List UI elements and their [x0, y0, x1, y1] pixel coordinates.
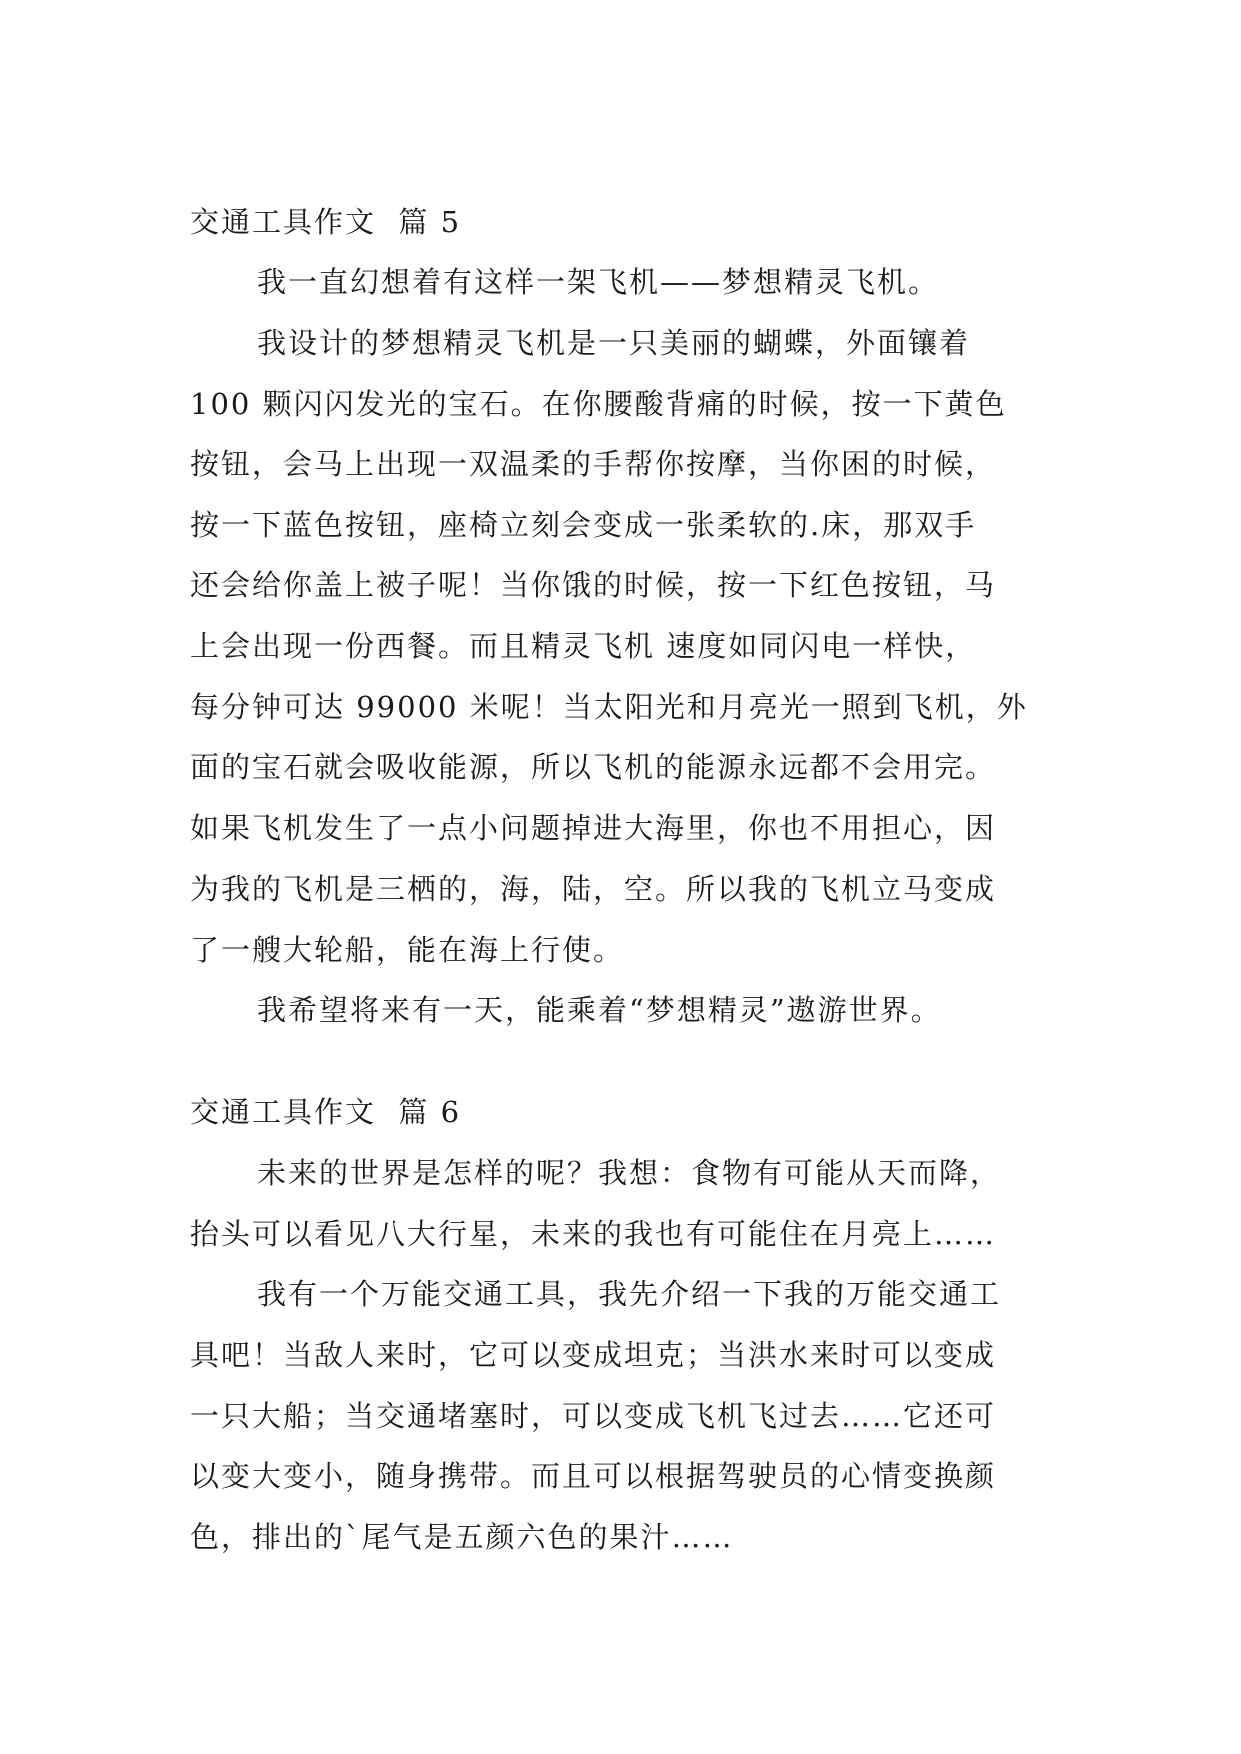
paragraph-line: 抬头可以看见八大行星，未来的我也有可能住在月亮上…… — [190, 1217, 997, 1251]
paragraph-line: 我希望将来有一天，能乘着“梦想精灵”遨游世界。 — [257, 993, 942, 1027]
paragraph-line: 还会给你盖上被子呢！当你饿的时候，按一下红色按钮，马 — [190, 568, 997, 602]
paragraph-line: 了一艘大轮船，能在海上行使。 — [190, 933, 625, 967]
paragraph-line: 为我的飞机是三栖的，海，陆，空。所以我的飞机立马变成 — [190, 872, 997, 906]
paragraph-line: 我有一个万能交通工具，我先介绍一下我的万能交通工 — [257, 1277, 1002, 1311]
paragraph-line: 按一下蓝色按钮，座椅立刻会变成一张柔软的.床，那双手 — [190, 508, 977, 542]
paragraph-line: 我设计的梦想精灵飞机是一只美丽的蝴蝶，外面镶着 — [257, 326, 971, 360]
paragraph-line: 以变大变小，随身携带。而且可以根据驾驶员的心情变换颜 — [190, 1459, 997, 1493]
paragraph-line: 面的宝石就会吸收能源，所以飞机的能源永远都不会用完。 — [190, 750, 997, 784]
paragraph-line: 未来的世界是怎样的呢？我想：食物有可能从天而降， — [257, 1156, 1002, 1190]
paragraph-line: 每分钟可达 99000 米呢！当太阳光和月亮光一照到飞机，外 — [190, 690, 1028, 724]
section-heading: 交通工具作文 篇 6 — [190, 1095, 462, 1129]
paragraph-line: 具吧！当敌人来时，它可以变成坦克；当洪水来时可以变成 — [190, 1338, 997, 1372]
paragraph-line: 按钮，会马上出现一双温柔的手帮你按摩，当你困的时候， — [190, 447, 997, 481]
paragraph-line: 我一直幻想着有这样一架飞机——梦想精灵飞机。 — [257, 265, 940, 299]
paragraph-line: 一只大船；当交通堵塞时，可以变成飞机飞过去……它还可 — [190, 1399, 997, 1433]
paragraph-line: 色，排出的`尾气是五颜六色的果汁…… — [190, 1520, 734, 1554]
paragraph-line: 上会出现一份西餐。而且精灵飞机 速度如同闪电一样快， — [190, 629, 977, 663]
paragraph-line: 如果飞机发生了一点小问题掉进大海里，你也不用担心，因 — [190, 811, 997, 845]
paragraph-line: 100 颗闪闪发光的宝石。在你腰酸背痛的时候，按一下黄色 — [190, 387, 1007, 421]
section-heading: 交通工具作文 篇 5 — [190, 205, 462, 239]
